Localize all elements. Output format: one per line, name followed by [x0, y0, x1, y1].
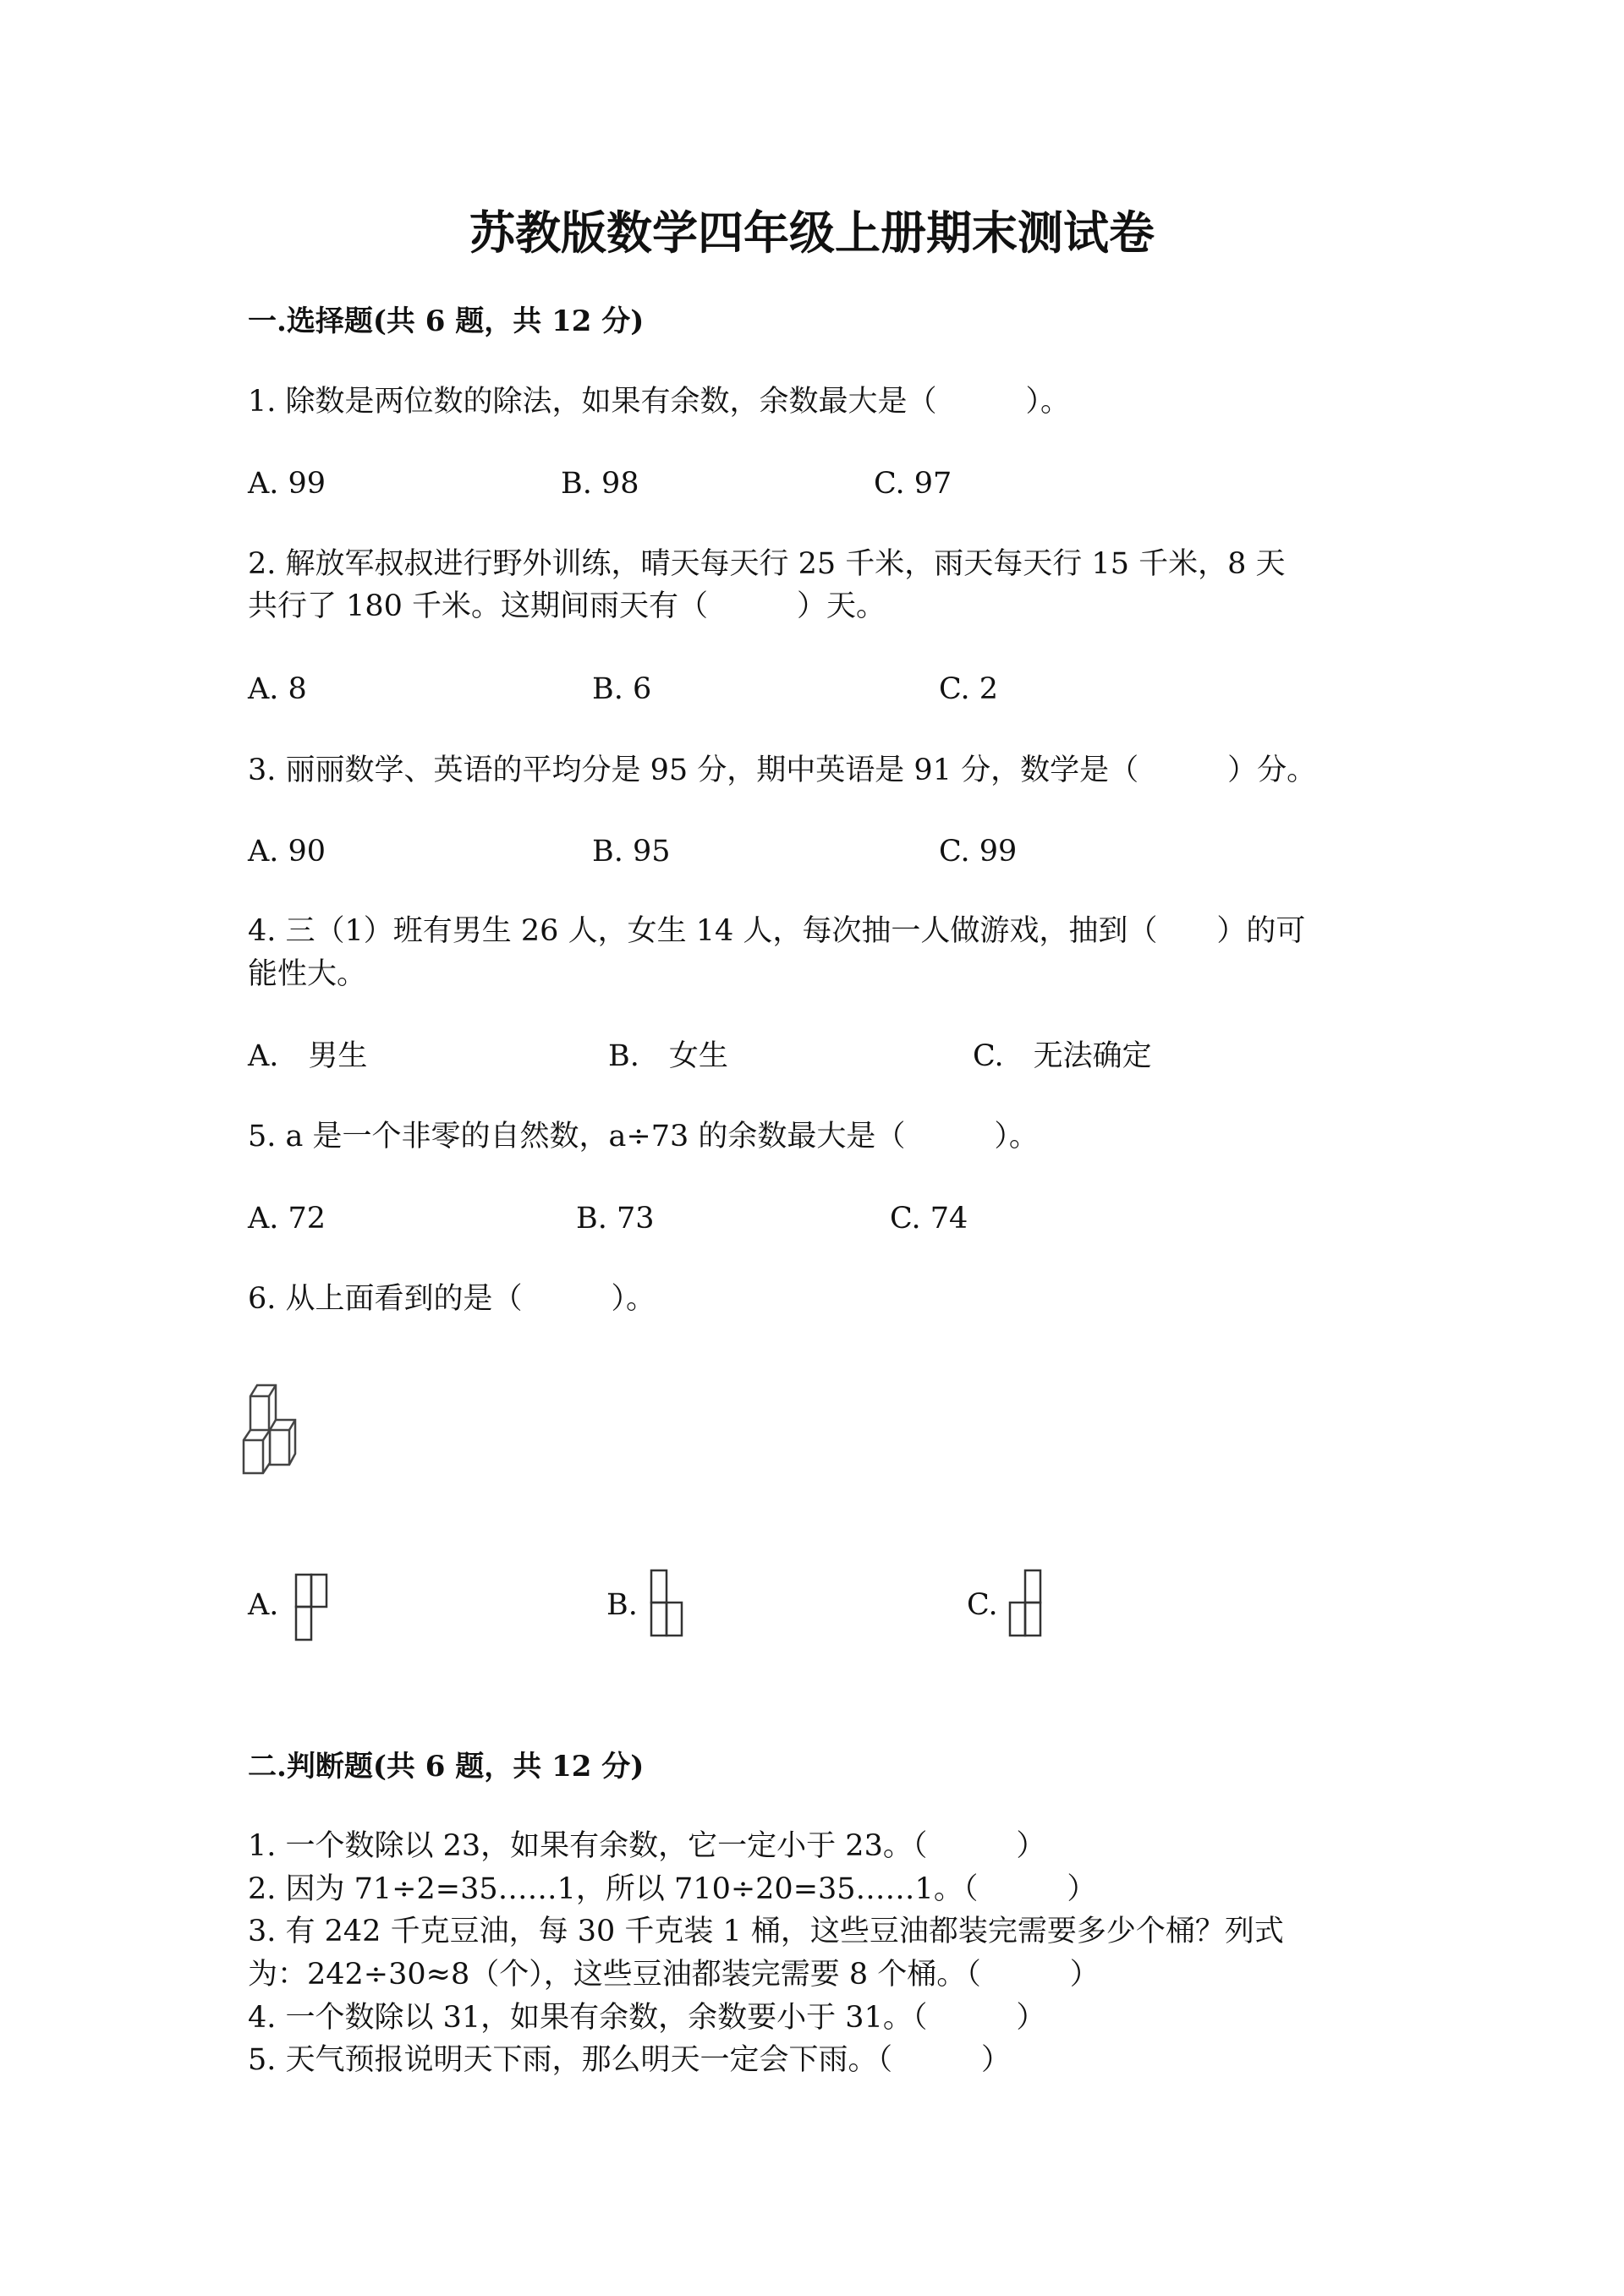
q3-option-b: B. 95	[592, 835, 671, 869]
judgement-line-6: 5. 天气预报说明天下雨，那么明天一定会下雨。（ ）	[248, 2043, 1012, 2077]
q4-option-c: C. 无法确定	[973, 1039, 1152, 1073]
question-2-line-2: 共行了 180 千米。这期间雨天有（ ）天。	[248, 589, 886, 623]
q6-option-b: B.	[606, 1588, 638, 1622]
question-6: 6. 从上面看到的是（ ）。	[248, 1282, 656, 1316]
q5-option-a: A. 72	[248, 1202, 326, 1236]
q1-option-c: C. 97	[874, 467, 952, 501]
q5-option-c: C. 74	[890, 1202, 968, 1236]
q6-option-b-figure	[650, 1569, 683, 1638]
page-title: 苏教版数学四年级上册期末测试卷	[469, 205, 1155, 260]
question-4-line-1: 4. 三（1）班有男生 26 人，女生 14 人，每次抽一人做游戏，抽到（ ）的可	[248, 914, 1306, 948]
q3-option-a: A. 90	[248, 835, 326, 869]
q6-option-c: C.	[967, 1588, 998, 1622]
judgement-line-2: 2. 因为 71÷2=35……1，所以 710÷20=35……1。（ ）	[248, 1872, 1097, 1906]
judgement-line-3: 3. 有 242 千克豆油，每 30 千克装 1 桶，这些豆油都装完需要多少个桶？列式	[248, 1915, 1284, 1948]
q1-option-b: B. 98	[561, 467, 639, 501]
judgement-line-5: 4. 一个数除以 31，如果有余数，余数要小于 31。（ ）	[248, 2001, 1046, 2035]
question-2-line-1: 2. 解放军叔叔进行野外训练，晴天每天行 25 千米，雨天每天行 15 千米，8 天	[248, 547, 1286, 581]
q6-option-a-figure	[294, 1573, 328, 1642]
q5-option-b: B. 73	[576, 1202, 655, 1236]
question-3: 3. 丽丽数学、英语的平均分是 95 分，期中英语是 91 分，数学是（ ）分。	[248, 753, 1317, 787]
section-heading-choice: 一.选择题(共 6 题，共 12 分)	[248, 304, 645, 338]
q6-option-c-figure	[1008, 1569, 1042, 1638]
q3-option-c: C. 99	[939, 835, 1018, 869]
judgement-line-4: 为：242÷30≈8（个），这些豆油都装完需要 8 个桶。（ ）	[248, 1958, 1100, 1992]
q1-option-a: A. 99	[248, 467, 326, 501]
q6-option-a: A.	[248, 1588, 279, 1622]
q2-option-a: A. 8	[248, 672, 307, 706]
question-5: 5. a 是一个非零的自然数，a÷73 的余数最大是（ ）。	[248, 1120, 1039, 1153]
section-heading-judgement: 二.判断题(共 6 题，共 12 分)	[248, 1750, 645, 1784]
cube-stack-figure	[242, 1384, 306, 1475]
q2-option-b: B. 6	[592, 672, 652, 706]
question-4-line-2: 能性大。	[248, 957, 367, 991]
q4-option-b: B. 女生	[608, 1039, 728, 1073]
q4-option-a: A. 男生	[248, 1039, 368, 1073]
q2-option-c: C. 2	[939, 672, 999, 706]
question-1: 1. 除数是两位数的除法，如果有余数，余数最大是（ ）。	[248, 385, 1071, 419]
judgement-line-1: 1. 一个数除以 23，如果有余数，它一定小于 23。（ ）	[248, 1829, 1046, 1863]
